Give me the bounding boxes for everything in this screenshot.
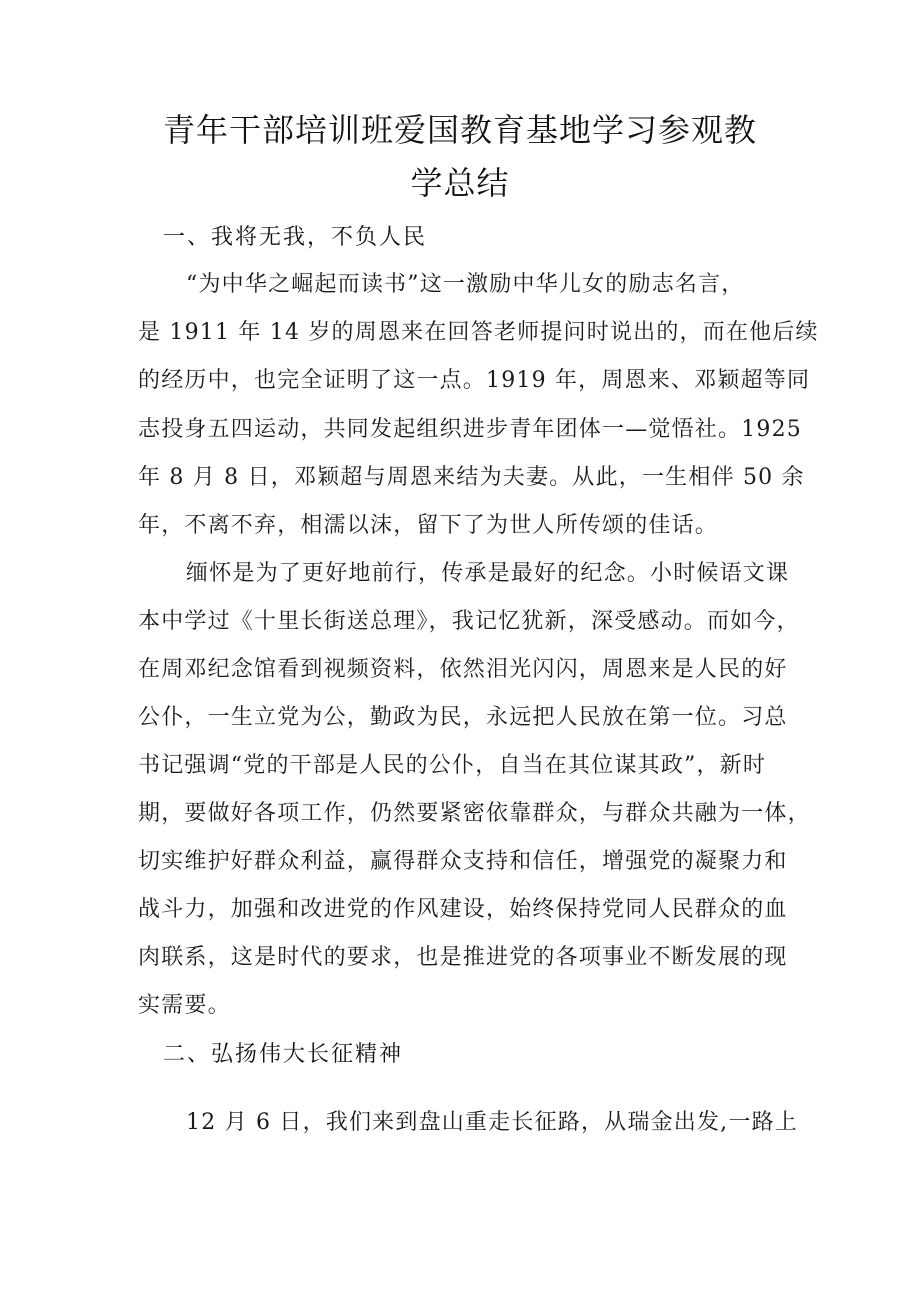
paragraph-line: 年 8 月 8 日，邓颖超与周恩来结为夫妻。从此，一生相伴 50 余 xyxy=(138,465,805,490)
section-heading-1: 一、我将无我，不负人民 xyxy=(163,225,428,250)
section-heading-2: 二、弘扬伟大长征精神 xyxy=(163,1042,404,1067)
document-title-line-2: 学总结 xyxy=(410,164,510,202)
paragraph-line: 书记强调“党的干部是人民的公仆，自当在其位谋其政”，新时 xyxy=(138,753,767,778)
paragraph-line: “为中华之崛起而读书”这一激励中华儿女的励志名言， xyxy=(186,272,745,297)
document-title-line-1: 青年干部培训班爱国教育基地学习参观教 xyxy=(162,111,757,149)
paragraph-line: 12 月 6 日，我们来到盘山重走长征路，从瑞金出发,一路上 xyxy=(186,1110,798,1135)
paragraph-line: 公仆，一生立党为公，勤政为民，永远把人民放在第一位。习总 xyxy=(138,705,788,730)
paragraph-line: 是 1911 年 14 岁的周恩来在回答老师提问时说出的，而在他后续 xyxy=(138,320,819,345)
paragraph-line: 本中学过《十里长街送总理》，我记忆犹新，深受感动。而如今， xyxy=(138,609,800,634)
paragraph-line: 的经历中，也完全证明了这一点。1919 年，周恩来、邓颖超等同 xyxy=(138,368,811,393)
paragraph-line: 缅怀是为了更好地前行，传承是最好的纪念。小时候语文课 xyxy=(186,561,790,586)
paragraph-line: 实需要。 xyxy=(138,993,231,1018)
paragraph-line: 在周邓纪念馆看到视频资料，依然泪光闪闪，周恩来是人民的好 xyxy=(138,657,788,682)
paragraph-line: 年，不离不弃，相濡以沫，留下了为世人所传颂的佳话。 xyxy=(138,513,719,538)
paragraph-line: 期，要做好各项工作，仍然要紧密依靠群众，与群众共融为一体， xyxy=(138,801,811,826)
paragraph-line: 志投身五四运动，共同发起组织进步青年团体一—觉悟社。1925 xyxy=(138,417,802,442)
paragraph-line: 战斗力，加强和改进党的作风建设，始终保持党同人民群众的血 xyxy=(138,897,788,922)
paragraph-line: 切实维护好群众利益，赢得群众支持和信任，增强党的凝聚力和 xyxy=(138,849,788,874)
paragraph-line: 肉联系，这是时代的要求，也是推进党的各项事业不断发展的现 xyxy=(138,945,788,970)
